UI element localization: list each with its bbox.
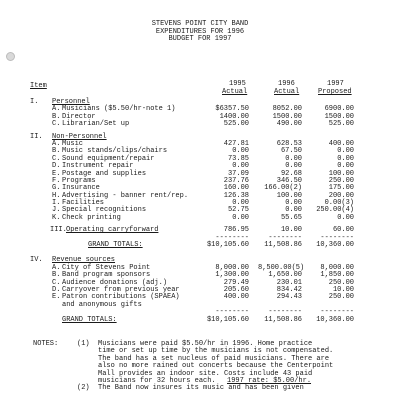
value-1997: 250.00: [328, 278, 354, 287]
table-row: [0, 105, 400, 112]
table-row: [0, 140, 400, 147]
note-line: [0, 384, 400, 391]
row-letter: C.: [52, 154, 61, 163]
row-letter: B.: [52, 112, 61, 121]
table-row: [0, 192, 400, 199]
grand-total-1996: 11,508.86: [264, 315, 302, 324]
value-1995: 427.81: [223, 139, 249, 148]
notes-section: [0, 340, 400, 392]
value-1995: 37.09: [227, 169, 249, 178]
value-1995: 1,300.00: [215, 271, 249, 280]
value-1995: 0.00: [232, 199, 249, 208]
table-row: [0, 214, 400, 221]
section-title: Personnel: [52, 98, 90, 106]
value-1995: 73.85: [227, 154, 249, 163]
row-letter: F.: [52, 176, 61, 185]
row-letter: D.: [52, 162, 61, 171]
table-row: [0, 120, 400, 127]
note-text: Musicians were paid $5.50/hr in 1996. Home practice: [98, 340, 313, 348]
row-letter: J.: [52, 206, 61, 215]
note-line: [0, 355, 400, 362]
row-label: Patron contributions (SPAEA): [62, 293, 180, 302]
section-number: III.: [50, 226, 67, 235]
value-1996: 166.00(2): [264, 184, 302, 193]
value-1996: 0.00: [285, 154, 302, 163]
value-1997: 1,850.00: [320, 271, 354, 280]
row-label: Carryover from previous year: [62, 285, 180, 294]
value-1997: 1500.00: [324, 112, 354, 121]
section-revenue-heading: [0, 256, 400, 263]
value-1997: 8,000.00: [320, 263, 354, 272]
value-1997: 200.00: [328, 191, 354, 200]
row-letter: E.: [52, 293, 61, 302]
value-1995: 400.00: [223, 293, 249, 302]
row-label: Sound equipment/repair: [62, 154, 155, 163]
value-1997: 0.00: [337, 154, 354, 163]
value-1995: $6357.50: [215, 105, 249, 114]
row-letter: A.: [52, 139, 61, 148]
dash-row: [0, 234, 400, 241]
table-row: [0, 177, 400, 184]
value-1996: 8052.00: [272, 105, 302, 114]
col-1995-year: 1995: [229, 80, 246, 88]
value-1995: 525.00: [223, 120, 249, 129]
header-band-name: STEVENS POINT CITY BAND: [151, 20, 249, 28]
row-label: Check printing: [62, 213, 121, 222]
document-header: [0, 20, 400, 43]
value-1997: 6900.00: [324, 105, 354, 114]
table-row: [0, 264, 400, 271]
dash-row: [0, 308, 400, 315]
value-1997: 175.00: [328, 184, 354, 193]
row-letter: A.: [52, 263, 61, 272]
value-1997: 0.00: [337, 162, 354, 171]
col-item: Item: [30, 82, 47, 90]
note-text: The Band now insures its music and has been given: [98, 384, 304, 393]
carryforward-1995: 786.95: [223, 226, 249, 235]
row-letter: B.: [52, 147, 61, 156]
dashes-1997: --------: [320, 233, 354, 242]
value-1997: 525.00: [328, 120, 354, 129]
row-label: Special recognitions: [62, 206, 147, 215]
value-1996: 0.00: [285, 162, 302, 171]
row-letter: G.: [52, 184, 61, 193]
value-1997: 0.00: [337, 213, 354, 222]
value-1996: 67.50: [280, 147, 302, 156]
grand-total-1997: 10,360.00: [316, 315, 354, 324]
table-row: [0, 170, 400, 177]
value-1995: 205.60: [223, 285, 249, 294]
note-line: [0, 370, 400, 377]
note-line: [0, 377, 400, 384]
value-1995: 0.00: [232, 213, 249, 222]
row-letter: K.: [52, 213, 61, 222]
row-label: Librarian/Set up: [62, 120, 130, 129]
value-1997: 10.00: [332, 285, 354, 294]
row-letter: I.: [52, 199, 61, 208]
notes-heading: NOTES:: [33, 340, 59, 348]
section-title: Non-Personnel: [52, 132, 107, 141]
value-1996: 100.00: [276, 191, 302, 200]
note-line: [0, 362, 400, 369]
value-1997: 0.00(3): [324, 199, 354, 208]
table-row: [0, 293, 400, 300]
note-text: time or set up time by the musicians is not compensated.: [98, 347, 334, 356]
table-row: [0, 279, 400, 286]
value-1997: 400.00: [328, 139, 354, 148]
note-number: (2): [77, 384, 90, 393]
dashes-1996: --------: [268, 308, 302, 317]
value-1995: 0.00: [232, 147, 249, 156]
value-1997: 0.00: [337, 147, 354, 156]
value-1995: 279.49: [223, 278, 249, 287]
value-1996: 628.53: [276, 139, 302, 148]
section-carryforward: [0, 226, 400, 233]
col-1995-label: Actual: [222, 88, 248, 96]
value-1995: 8,000.00: [215, 263, 249, 272]
row-label: Insurance: [62, 184, 100, 193]
table-row: [0, 184, 400, 191]
section-personnel-heading: [0, 98, 400, 105]
table-row: [0, 147, 400, 154]
carryforward-1996: 10.00: [280, 226, 302, 235]
section-nonpersonnel-heading: [0, 133, 400, 140]
section-title: Revenue sources: [52, 256, 116, 265]
header-budget: BUDGET FOR 1997: [168, 35, 232, 44]
table-row: [0, 162, 400, 169]
value-1995: 237.76: [223, 176, 249, 185]
value-1996: 294.43: [276, 293, 302, 302]
note-line: [0, 340, 400, 347]
col-1996-label: Actual: [274, 88, 300, 96]
value-1997: 100.00: [328, 169, 354, 178]
value-1996: 834.42: [276, 285, 302, 294]
row-letter: E.: [52, 169, 61, 178]
note-number: (1): [77, 340, 90, 348]
value-1995: 160.00: [223, 184, 249, 193]
section-number: IV.: [30, 256, 43, 265]
row-label: Music: [62, 139, 84, 148]
table-row: [0, 155, 400, 162]
value-1996: 1500.00: [272, 112, 302, 121]
value-1996: 490.00: [276, 120, 302, 129]
value-1996: 230.01: [276, 278, 302, 287]
table-row: [0, 286, 400, 293]
dashes-1995: --------: [215, 233, 249, 242]
note-text: musicians for 32 hours each.: [98, 376, 216, 385]
value-1996: 8,500.00(5): [258, 263, 305, 272]
value-1995: 0.00: [232, 162, 249, 171]
table-row: [0, 271, 400, 278]
row-letter: B.: [52, 271, 61, 280]
value-1996: 0.00: [285, 199, 302, 208]
grand-total-1996: 11,508.86: [264, 241, 302, 250]
grand-totals-revenue: [0, 316, 400, 323]
value-1997: 250.00: [328, 176, 354, 185]
table-row: [0, 301, 400, 308]
carryforward-1997: 60.00: [332, 226, 354, 235]
value-1995: 1400.00: [219, 112, 249, 121]
note-rate: 1997 rate: $5.00/hr.: [227, 376, 312, 385]
section-title: Operating carryforward: [66, 226, 159, 235]
row-label: and anonymous gifts: [62, 300, 142, 309]
note-text: The band has a set nucleus of paid musicians. There are: [98, 354, 330, 363]
row-letter: C.: [52, 278, 61, 287]
row-label: Musicians ($5.50/hr-note 1): [62, 105, 176, 114]
dashes-1997: --------: [320, 308, 354, 317]
value-1996: 55.65: [280, 213, 302, 222]
note-text: also no more rained out concerts because the Centerpoint: [98, 362, 334, 371]
col-1997-year: 1997: [327, 80, 344, 88]
punch-hole: [6, 52, 15, 61]
col-1996-year: 1996: [278, 80, 295, 88]
value-1995: 126.38: [223, 191, 249, 200]
row-label: Director: [62, 112, 96, 121]
note-text: Mall provides an indoor site. Costs include 43 paid: [98, 369, 313, 378]
value-1996: 92.68: [280, 169, 302, 178]
budget-table: [0, 98, 400, 323]
row-label: Facilities: [62, 199, 105, 208]
value-1997: 250.00(4): [316, 206, 354, 215]
section-number: I.: [30, 98, 39, 106]
grand-totals-label: GRAND TOTALS:: [88, 241, 143, 250]
row-label: Music stands/clips/chairs: [62, 147, 168, 156]
grand-total-1997: 10,360.00: [316, 241, 354, 250]
table-row: [0, 199, 400, 206]
row-label: Programs: [62, 176, 96, 185]
row-label: Band program sponsors: [62, 271, 151, 280]
row-label: Audience donations (adj.): [62, 278, 168, 287]
value-1997: 250.00: [328, 293, 354, 302]
dashes-1995: --------: [215, 308, 249, 317]
table-row: [0, 206, 400, 213]
row-label: Instrument repair: [62, 162, 134, 171]
row-letter: H.: [52, 191, 61, 200]
table-row: [0, 113, 400, 120]
value-1996: 1,650.00: [268, 271, 302, 280]
note-line: [0, 347, 400, 354]
section-number: II.: [30, 132, 43, 141]
dashes-1996: --------: [268, 233, 302, 242]
row-label: City of Stevens Point: [62, 263, 151, 272]
row-letter: C.: [52, 120, 61, 129]
value-1996: 0.00: [285, 206, 302, 215]
row-letter: D.: [52, 285, 61, 294]
header-expenditures: EXPENDITURES FOR 1996: [155, 27, 245, 36]
grand-totals-expenditures: [0, 241, 400, 248]
row-label: Advertising - banner rent/rep.: [62, 191, 189, 200]
grand-total-1995: $10,105.60: [206, 315, 249, 324]
row-letter: A.: [52, 105, 61, 114]
grand-total-1995: $10,105.60: [206, 241, 249, 250]
value-1996: 346.50: [276, 176, 302, 185]
value-1995: 52.75: [227, 206, 249, 215]
col-1997-label: Proposed: [318, 88, 352, 96]
row-label: Postage and supplies: [62, 169, 147, 178]
grand-totals-label: GRAND TOTALS:: [62, 315, 117, 324]
